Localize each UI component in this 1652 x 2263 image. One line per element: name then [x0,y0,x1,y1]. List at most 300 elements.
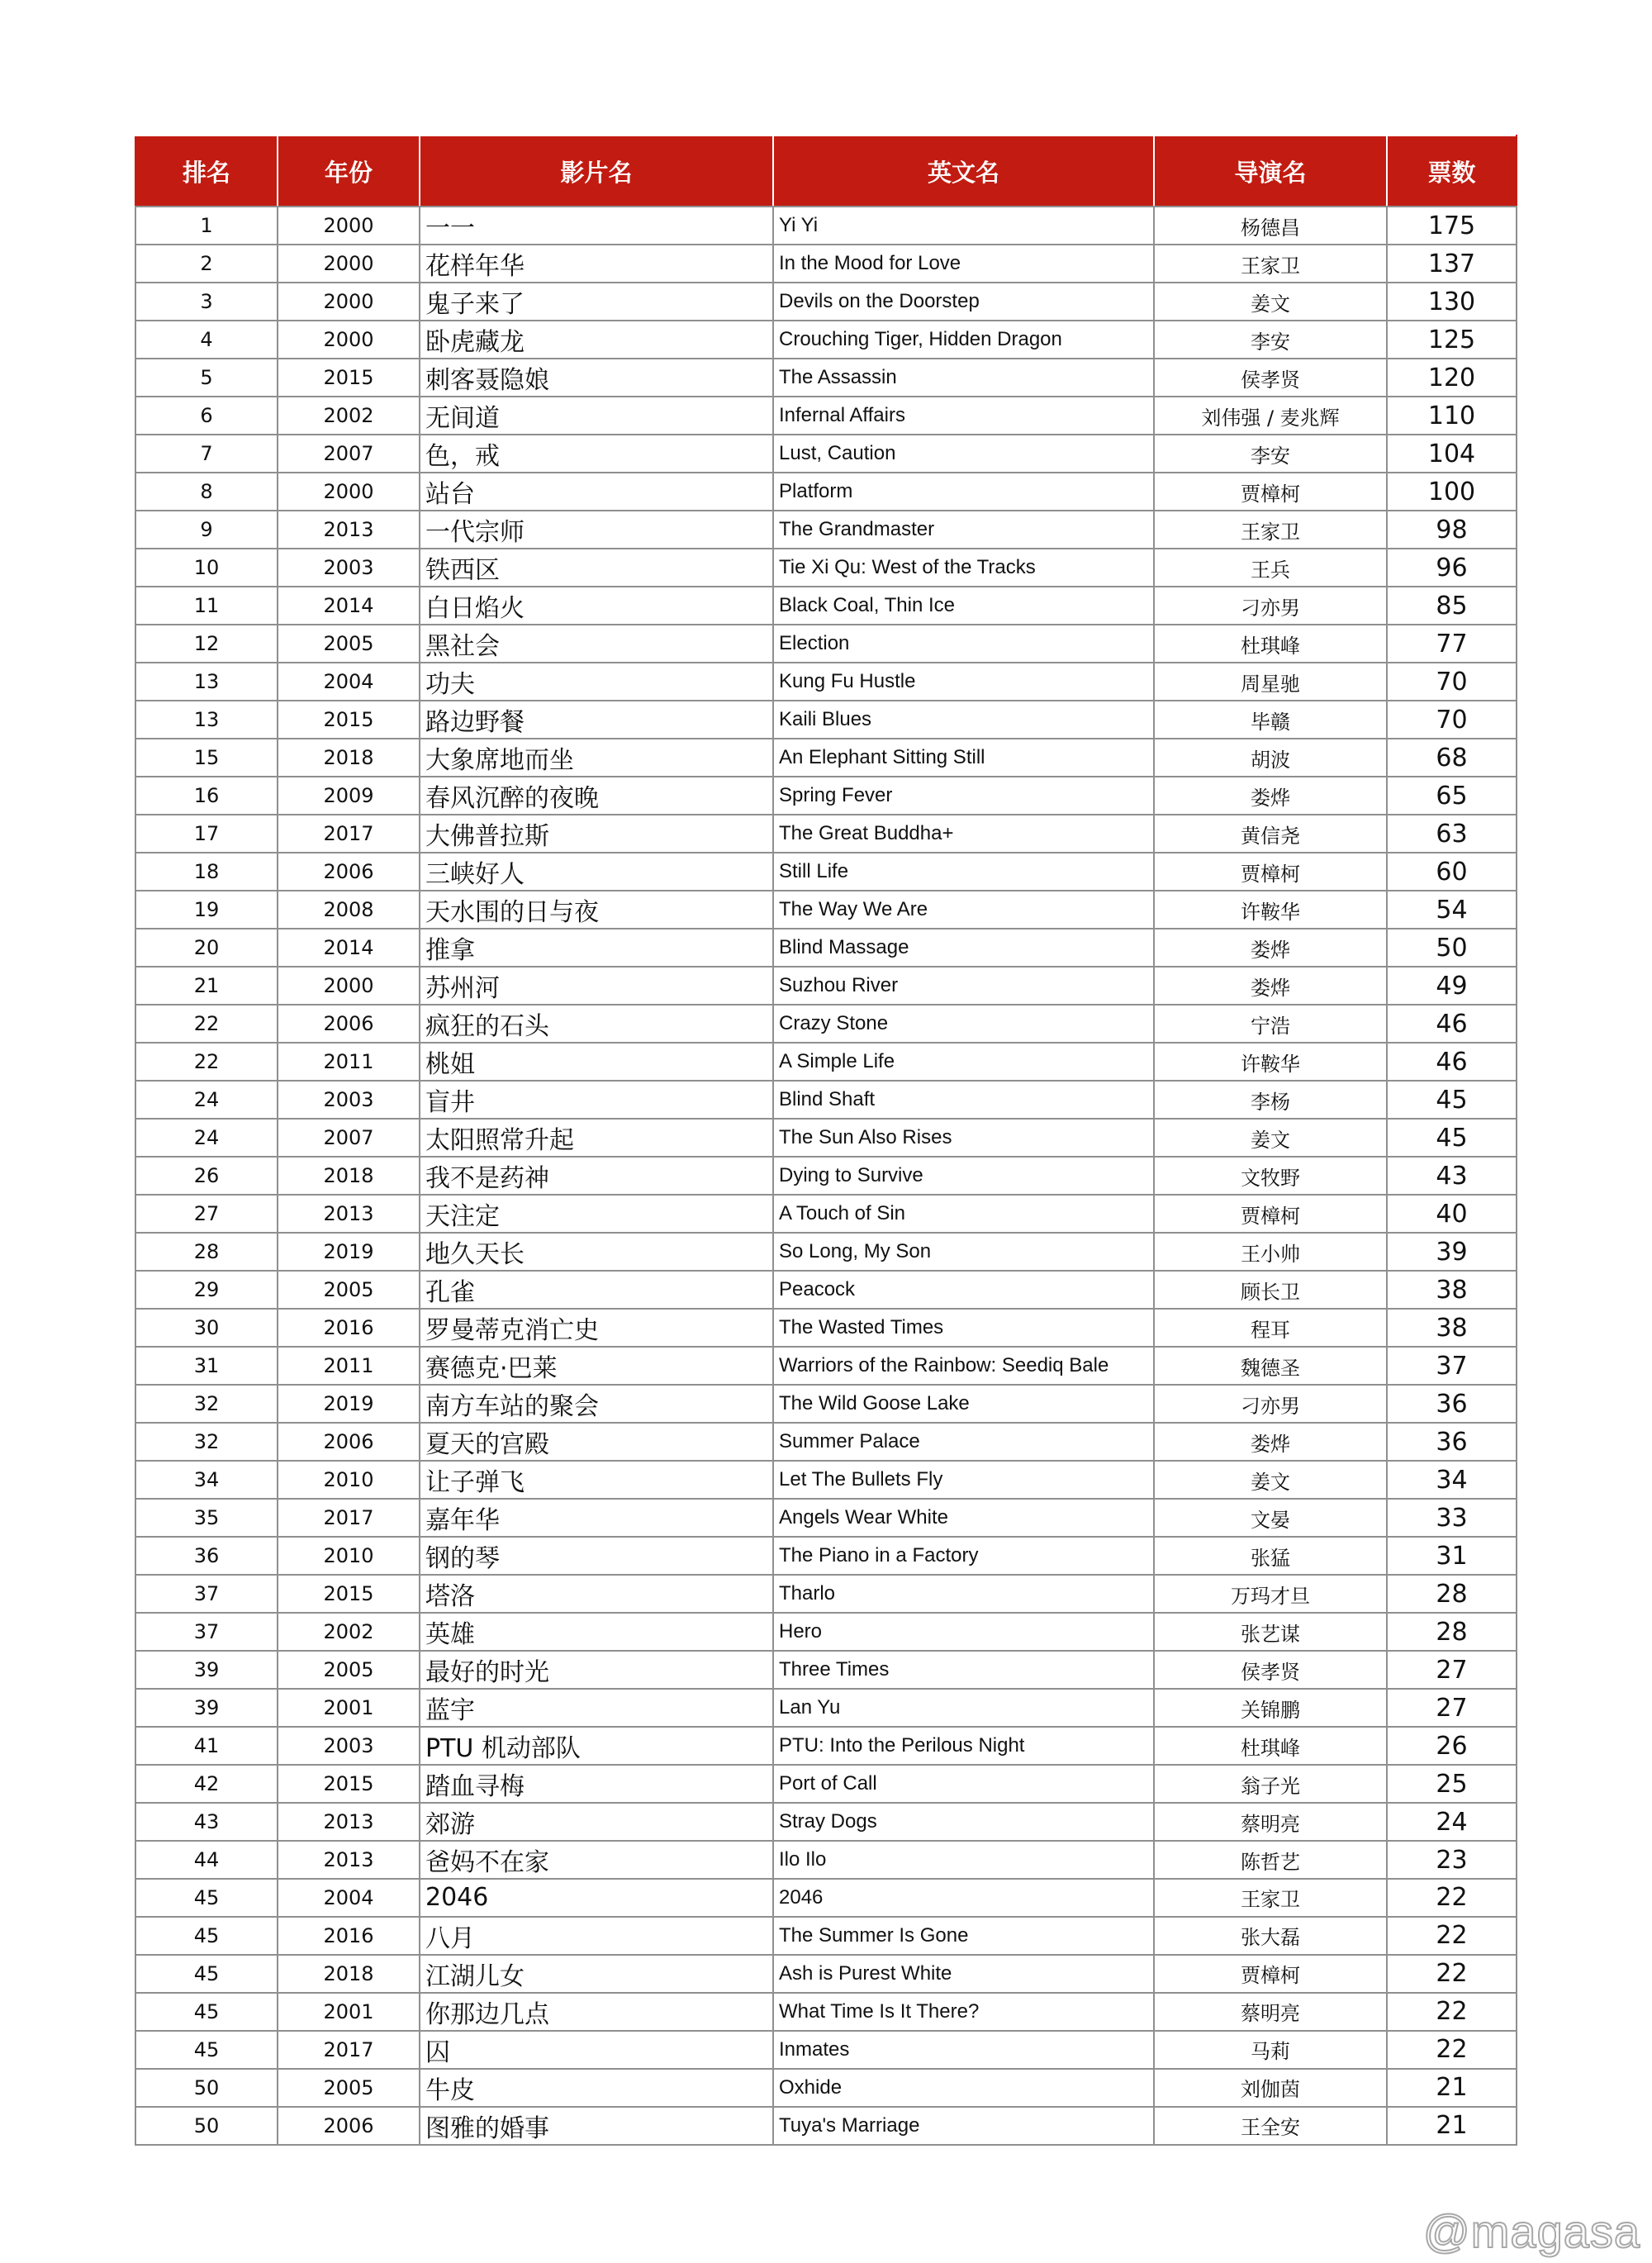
cell-year: 2016 [278,1917,420,1955]
cell-votes: 31 [1387,1537,1517,1575]
cell-title-cn: 钢的琴 [420,1537,773,1575]
cell-year: 2015 [278,359,420,397]
cell-rank: 44 [135,1841,278,1879]
cell-title-en: So Long, My Son [773,1233,1154,1271]
cell-votes: 27 [1387,1651,1517,1689]
cell-director: 李安 [1154,321,1387,359]
cell-rank: 15 [135,739,278,777]
cell-votes: 46 [1387,1005,1517,1043]
cell-votes: 175 [1387,207,1517,245]
cell-title-cn: 天注定 [420,1195,773,1233]
cell-votes: 104 [1387,435,1517,473]
cell-title-cn: 色，戒 [420,435,773,473]
cell-title-cn: 牛皮 [420,2069,773,2107]
table-row [135,207,1517,245]
cell-year: 2000 [278,473,420,511]
cell-votes: 21 [1387,2107,1517,2145]
cell-title-en: The Summer Is Gone [773,1917,1154,1955]
table-row [135,1765,1517,1803]
cell-year: 2003 [278,1081,420,1119]
cell-year: 2001 [278,1689,420,1727]
cell-rank: 12 [135,625,278,663]
cell-rank: 34 [135,1461,278,1499]
cell-title-cn: 大象席地而坐 [420,739,773,777]
cell-title-cn: 天水围的日与夜 [420,891,773,929]
cell-title-cn: PTU 机动部队 [420,1727,773,1765]
cell-rank: 4 [135,321,278,359]
cell-title-cn: 春风沉醉的夜晚 [420,777,773,815]
cell-director: 杜琪峰 [1154,1727,1387,1765]
cell-votes: 45 [1387,1119,1517,1157]
cell-director: 杜琪峰 [1154,625,1387,663]
cell-votes: 125 [1387,321,1517,359]
table-row [135,663,1517,701]
cell-title-cn: 一代宗师 [420,511,773,549]
cell-year: 2018 [278,1955,420,1993]
cell-rank: 20 [135,929,278,967]
table-row [135,2069,1517,2107]
cell-title-cn: 我不是药神 [420,1157,773,1195]
cell-title-en: In the Mood for Love [773,245,1154,283]
cell-year: 2013 [278,511,420,549]
cell-title-cn: 白日焰火 [420,587,773,625]
cell-votes: 38 [1387,1309,1517,1347]
cell-year: 2017 [278,2031,420,2069]
cell-year: 2000 [278,321,420,359]
cell-votes: 54 [1387,891,1517,929]
table-row [135,1347,1517,1385]
cell-title-cn: 地久天长 [420,1233,773,1271]
cell-title-cn: 盲井 [420,1081,773,1119]
cell-year: 2010 [278,1537,420,1575]
cell-votes: 96 [1387,549,1517,587]
cell-title-en: Hero [773,1613,1154,1651]
cell-votes: 49 [1387,967,1517,1005]
table-row [135,1917,1517,1955]
cell-title-cn: 夏天的宫殿 [420,1423,773,1461]
cell-year: 2013 [278,1841,420,1879]
cell-title-en: Oxhide [773,2069,1154,2107]
cell-year: 2009 [278,777,420,815]
cell-director: 马莉 [1154,2031,1387,2069]
cell-votes: 22 [1387,1993,1517,2031]
cell-year: 2017 [278,815,420,853]
cell-title-en: Warriors of the Rainbow: Seediq Bale [773,1347,1154,1385]
table-row [135,1841,1517,1879]
cell-title-en: Stray Dogs [773,1803,1154,1841]
cell-title-cn: 爸妈不在家 [420,1841,773,1879]
cell-votes: 40 [1387,1195,1517,1233]
table-row [135,1005,1517,1043]
cell-title-en: Yi Yi [773,207,1154,245]
cell-rank: 7 [135,435,278,473]
cell-rank: 36 [135,1537,278,1575]
cell-rank: 35 [135,1499,278,1537]
cell-votes: 26 [1387,1727,1517,1765]
cell-year: 2000 [278,283,420,321]
cell-director: 刁亦男 [1154,1385,1387,1423]
table-row [135,359,1517,397]
cell-title-en: Tharlo [773,1575,1154,1613]
cell-director: 娄烨 [1154,967,1387,1005]
table-body [135,207,1517,2145]
cell-rank: 50 [135,2069,278,2107]
cell-year: 2002 [278,397,420,435]
table-row [135,1689,1517,1727]
cell-title-cn: 功夫 [420,663,773,701]
cell-rank: 43 [135,1803,278,1841]
cell-votes: 23 [1387,1841,1517,1879]
cell-title-en: Let The Bullets Fly [773,1461,1154,1499]
cell-votes: 100 [1387,473,1517,511]
cell-year: 2017 [278,1499,420,1537]
cell-rank: 45 [135,2031,278,2069]
cell-rank: 32 [135,1385,278,1423]
cell-title-cn: 英雄 [420,1613,773,1651]
cell-title-cn: 一一 [420,207,773,245]
cell-year: 2014 [278,587,420,625]
cell-year: 2005 [278,1651,420,1689]
table-row [135,1499,1517,1537]
cell-year: 2006 [278,2107,420,2145]
table-row [135,283,1517,321]
cell-title-en: Ilo Ilo [773,1841,1154,1879]
cell-title-en: The Way We Are [773,891,1154,929]
cell-rank: 5 [135,359,278,397]
table-row [135,1081,1517,1119]
cell-title-cn: 推拿 [420,929,773,967]
cell-title-cn: 最好的时光 [420,1651,773,1689]
cell-title-cn: 孔雀 [420,1271,773,1309]
cell-year: 2015 [278,1575,420,1613]
cell-year: 2006 [278,853,420,891]
cell-rank: 29 [135,1271,278,1309]
cell-votes: 50 [1387,929,1517,967]
cell-rank: 24 [135,1081,278,1119]
cell-director: 顾长卫 [1154,1271,1387,1309]
cell-title-cn: 花样年华 [420,245,773,283]
cell-votes: 137 [1387,245,1517,283]
cell-director: 王小帅 [1154,1233,1387,1271]
cell-director: 万玛才旦 [1154,1575,1387,1613]
cell-title-cn: 嘉年华 [420,1499,773,1537]
table-row [135,321,1517,359]
cell-rank: 45 [135,1993,278,2031]
cell-rank: 22 [135,1005,278,1043]
cell-rank: 1 [135,207,278,245]
cell-rank: 16 [135,777,278,815]
cell-director: 杨德昌 [1154,207,1387,245]
cell-title-en: Peacock [773,1271,1154,1309]
cell-year: 2013 [278,1195,420,1233]
cell-title-cn: 罗曼蒂克消亡史 [420,1309,773,1347]
cell-director: 程耳 [1154,1309,1387,1347]
cell-director: 贾樟柯 [1154,853,1387,891]
cell-director: 张大磊 [1154,1917,1387,1955]
header-rank: 排名 [135,135,278,207]
table-row [135,549,1517,587]
cell-title-en: The Wasted Times [773,1309,1154,1347]
cell-votes: 46 [1387,1043,1517,1081]
cell-title-en: Crouching Tiger, Hidden Dragon [773,321,1154,359]
cell-title-en: Election [773,625,1154,663]
table-row [135,739,1517,777]
cell-title-en: Tuya's Marriage [773,2107,1154,2145]
cell-votes: 60 [1387,853,1517,891]
cell-year: 2006 [278,1423,420,1461]
cell-rank: 26 [135,1157,278,1195]
cell-director: 王家卫 [1154,1879,1387,1917]
cell-title-en: A Simple Life [773,1043,1154,1081]
table-row [135,587,1517,625]
cell-votes: 22 [1387,2031,1517,2069]
cell-director: 王兵 [1154,549,1387,587]
header-title-en: 英文名 [773,135,1154,207]
cell-votes: 22 [1387,1879,1517,1917]
table-row [135,625,1517,663]
cell-title-en: The Assassin [773,359,1154,397]
cell-votes: 36 [1387,1423,1517,1461]
cell-rank: 37 [135,1575,278,1613]
cell-year: 2000 [278,245,420,283]
cell-year: 2016 [278,1309,420,1347]
cell-votes: 65 [1387,777,1517,815]
cell-votes: 38 [1387,1271,1517,1309]
cell-rank: 6 [135,397,278,435]
cell-year: 2011 [278,1347,420,1385]
cell-director: 文牧野 [1154,1157,1387,1195]
ranking-table [135,135,1517,2146]
cell-title-en: Inmates [773,2031,1154,2069]
cell-director: 蔡明亮 [1154,1803,1387,1841]
cell-title-cn: 江湖儿女 [420,1955,773,1993]
cell-title-cn: 无间道 [420,397,773,435]
cell-rank: 22 [135,1043,278,1081]
cell-title-cn: 囚 [420,2031,773,2069]
cell-rank: 24 [135,1119,278,1157]
cell-director: 刘伽茵 [1154,2069,1387,2107]
table-row [135,1651,1517,1689]
table-row [135,967,1517,1005]
cell-director: 魏德圣 [1154,1347,1387,1385]
cell-year: 2015 [278,701,420,739]
cell-votes: 21 [1387,2069,1517,2107]
cell-rank: 37 [135,1613,278,1651]
cell-title-en: Still Life [773,853,1154,891]
cell-year: 2006 [278,1005,420,1043]
cell-rank: 2 [135,245,278,283]
table-row [135,435,1517,473]
cell-title-en: Kung Fu Hustle [773,663,1154,701]
cell-title-en: The Piano in a Factory [773,1537,1154,1575]
cell-votes: 45 [1387,1081,1517,1119]
cell-year: 2002 [278,1613,420,1651]
cell-votes: 28 [1387,1613,1517,1651]
cell-director: 刘伟强 / 麦兆辉 [1154,397,1387,435]
cell-director: 胡波 [1154,739,1387,777]
cell-year: 2019 [278,1385,420,1423]
cell-rank: 8 [135,473,278,511]
cell-rank: 45 [135,1879,278,1917]
cell-director: 周星驰 [1154,663,1387,701]
header-row [135,135,1517,207]
header-title-cn: 影片名 [420,135,773,207]
cell-director: 陈哲艺 [1154,1841,1387,1879]
cell-title-en: Suzhou River [773,967,1154,1005]
cell-director: 贾樟柯 [1154,1195,1387,1233]
table-row [135,1727,1517,1765]
table-row [135,1233,1517,1271]
cell-director: 王家卫 [1154,511,1387,549]
cell-rank: 18 [135,853,278,891]
table-row [135,1575,1517,1613]
cell-director: 张猛 [1154,1537,1387,1575]
cell-title-cn: 卧虎藏龙 [420,321,773,359]
table-row [135,1993,1517,2031]
cell-rank: 42 [135,1765,278,1803]
cell-director: 王家卫 [1154,245,1387,283]
table-row [135,1955,1517,1993]
cell-director: 娄烨 [1154,1423,1387,1461]
cell-director: 侯孝贤 [1154,359,1387,397]
cell-votes: 34 [1387,1461,1517,1499]
cell-director: 姜文 [1154,1461,1387,1499]
cell-year: 2005 [278,2069,420,2107]
cell-title-en: A Touch of Sin [773,1195,1154,1233]
cell-title-en: What Time Is It There? [773,1993,1154,2031]
cell-title-en: Platform [773,473,1154,511]
cell-title-en: Dying to Survive [773,1157,1154,1195]
cell-votes: 130 [1387,283,1517,321]
table-row [135,2031,1517,2069]
cell-year: 2014 [278,929,420,967]
header-year: 年份 [278,135,420,207]
cell-title-cn: 塔洛 [420,1575,773,1613]
cell-year: 2004 [278,663,420,701]
cell-title-cn: 路边野餐 [420,701,773,739]
cell-title-cn: 让子弹飞 [420,1461,773,1499]
cell-year: 2003 [278,549,420,587]
cell-rank: 10 [135,549,278,587]
cell-rank: 27 [135,1195,278,1233]
cell-title-cn: 踏血寻梅 [420,1765,773,1803]
table-row [135,2107,1517,2145]
cell-title-cn: 疯狂的石头 [420,1005,773,1043]
cell-director: 黄信尧 [1154,815,1387,853]
cell-title-cn: 三峡好人 [420,853,773,891]
table-row [135,397,1517,435]
cell-votes: 43 [1387,1157,1517,1195]
cell-rank: 41 [135,1727,278,1765]
cell-rank: 45 [135,1955,278,1993]
table-row [135,777,1517,815]
cell-rank: 28 [135,1233,278,1271]
cell-title-en: Tie Xi Qu: West of the Tracks [773,549,1154,587]
table-row [135,701,1517,739]
cell-title-en: Devils on the Doorstep [773,283,1154,321]
watermark: @magasa [1422,2205,1640,2257]
cell-votes: 28 [1387,1575,1517,1613]
cell-director: 关锦鹏 [1154,1689,1387,1727]
header-votes: 票数 [1387,135,1517,207]
cell-title-cn: 刺客聂隐娘 [420,359,773,397]
cell-votes: 24 [1387,1803,1517,1841]
cell-title-cn: 鬼子来了 [420,283,773,321]
cell-rank: 21 [135,967,278,1005]
cell-rank: 17 [135,815,278,853]
cell-votes: 85 [1387,587,1517,625]
cell-rank: 13 [135,663,278,701]
table-row [135,1043,1517,1081]
cell-votes: 39 [1387,1233,1517,1271]
table-row [135,245,1517,283]
cell-year: 2018 [278,1157,420,1195]
cell-title-cn: 八月 [420,1917,773,1955]
cell-director: 蔡明亮 [1154,1993,1387,2031]
cell-votes: 25 [1387,1765,1517,1803]
cell-rank: 30 [135,1309,278,1347]
cell-title-en: The Grandmaster [773,511,1154,549]
header-director: 导演名 [1154,135,1387,207]
cell-title-en: Blind Shaft [773,1081,1154,1119]
cell-year: 2011 [278,1043,420,1081]
cell-title-cn: 太阳照常升起 [420,1119,773,1157]
cell-director: 许鞍华 [1154,891,1387,929]
cell-year: 2007 [278,1119,420,1157]
table-header [135,135,1517,207]
cell-title-cn: 图雅的婚事 [420,2107,773,2145]
table-row [135,891,1517,929]
cell-director: 姜文 [1154,283,1387,321]
cell-title-en: Lust, Caution [773,435,1154,473]
cell-director: 张艺谋 [1154,1613,1387,1651]
cell-votes: 22 [1387,1917,1517,1955]
table-row [135,1309,1517,1347]
cell-rank: 9 [135,511,278,549]
cell-rank: 50 [135,2107,278,2145]
cell-votes: 33 [1387,1499,1517,1537]
cell-year: 2018 [278,739,420,777]
cell-title-en: The Wild Goose Lake [773,1385,1154,1423]
cell-title-cn: 蓝宇 [420,1689,773,1727]
cell-votes: 36 [1387,1385,1517,1423]
cell-rank: 45 [135,1917,278,1955]
cell-title-en: Angels Wear White [773,1499,1154,1537]
cell-year: 2000 [278,207,420,245]
cell-director: 李杨 [1154,1081,1387,1119]
table-row [135,1157,1517,1195]
cell-director: 李安 [1154,435,1387,473]
table-row [135,1195,1517,1233]
cell-title-en: Ash is Purest White [773,1955,1154,1993]
cell-director: 娄烨 [1154,929,1387,967]
cell-votes: 37 [1387,1347,1517,1385]
cell-title-en: The Great Buddha+ [773,815,1154,853]
cell-votes: 68 [1387,739,1517,777]
cell-director: 娄烨 [1154,777,1387,815]
cell-title-cn: 赛德克·巴莱 [420,1347,773,1385]
cell-year: 2001 [278,1993,420,2031]
cell-year: 2004 [278,1879,420,1917]
cell-rank: 32 [135,1423,278,1461]
cell-year: 2005 [278,625,420,663]
cell-rank: 39 [135,1651,278,1689]
cell-title-en: Summer Palace [773,1423,1154,1461]
cell-title-en: PTU: Into the Perilous Night [773,1727,1154,1765]
cell-votes: 70 [1387,663,1517,701]
cell-title-cn: 铁西区 [420,549,773,587]
cell-rank: 39 [135,1689,278,1727]
